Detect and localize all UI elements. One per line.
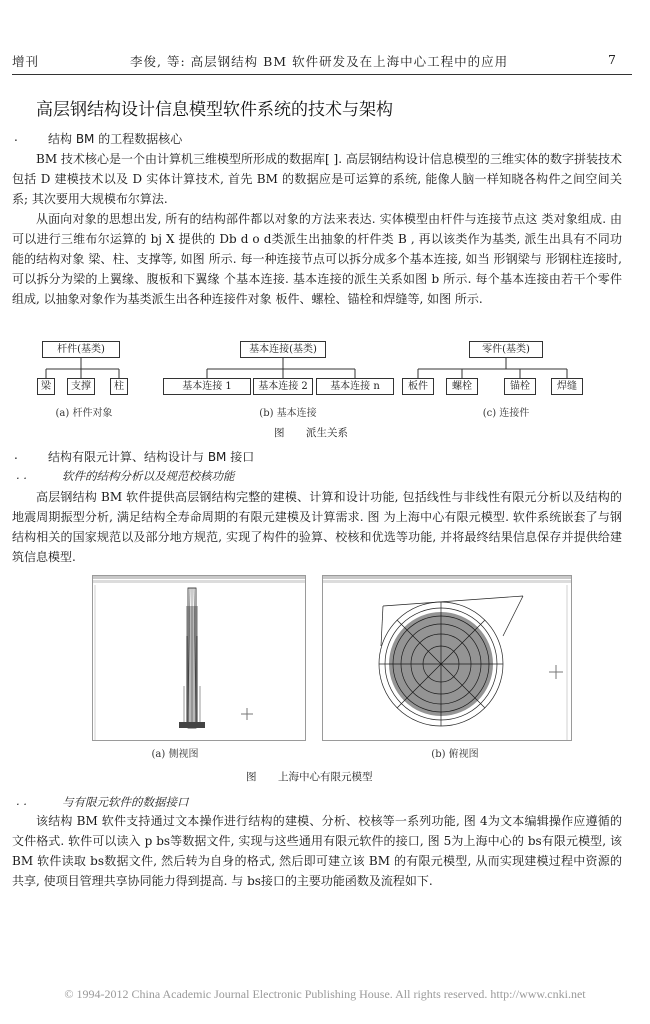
header-rule	[12, 74, 632, 75]
section-title: 高层钢结构设计信息模型软件系统的技术与架构	[36, 100, 393, 120]
subsection-number: .	[14, 130, 18, 144]
subcaption-b: (b) 基本连接	[259, 408, 317, 419]
subsection-title: 结构有限元计算、结构设计与 BM 接口	[48, 450, 255, 464]
top-view-drawing	[323, 576, 571, 740]
paragraph: 高层钢结构 BM 软件提供高层钢结构完整的建模、计算和设计功能, 包括线性与非线性有限元分析以及结构的地震周期振型分析, 满足结构全寿命周期的有限元建模及计算需求. 图 为上海中心有限元模型. 软件系统嵌套了与钢结构相关的国家规范以及部分地方规范, 实现了构件的验算、校核和优选等功能, 并将最终结果信息保存并提供给建筑信息模型.	[12, 490, 622, 564]
fe-model-top-view	[322, 575, 572, 741]
body-text-1	[12, 149, 622, 309]
tree-node-connection-2: 基本连接 2	[253, 378, 313, 395]
tree-node-bolt: 螺栓	[446, 378, 478, 395]
tree-root-member: 杆件(基类)	[42, 341, 120, 358]
tree-node-weld: 焊缝	[551, 378, 583, 395]
subsubsection-number: . .	[16, 468, 27, 482]
fe-model-side-view	[92, 575, 306, 741]
tree-node-connection-1: 基本连接 1	[163, 378, 251, 395]
tree-node-beam: 梁	[37, 378, 55, 395]
subcaption-a: (a) 杆件对象	[55, 408, 113, 419]
paragraph: BM 技术核心是一个由计算机三维模型所形成的数据库[ ]. 高层钢结构设计信息模型的三维实体的数字拼装技术包括 D 建模技术以及 D 实体计算技术, 首先 BM 的数据应是可运算的系统, 能像人脑一样知晓各构件之间空间关系; 其次要用大规模布尔算法.	[12, 152, 622, 206]
tree-node-anchor: 锚栓	[504, 378, 536, 395]
tree-node-brace: 支撑	[67, 378, 95, 395]
subcaption-top: (b) 俯视图	[431, 749, 479, 760]
tree-root-connection: 基本连接(基类)	[240, 341, 326, 358]
journal-issue-label: 增刊	[12, 54, 40, 69]
figure-label: 图	[274, 427, 285, 439]
running-title: 李俊, 等: 高层钢结构 BM 软件研发及在上海中心工程中的应用	[130, 54, 509, 69]
figure-caption: 派生关系	[306, 427, 348, 439]
subsection-number: .	[14, 448, 18, 462]
tree-node-connection-n: 基本连接 n	[316, 378, 394, 395]
subsubsection-number: . .	[16, 794, 27, 808]
copyright-footer: © 1994-2012 China Academic Journal Electronic Publishing House. All rights reserved. http://www.cnki.net	[64, 987, 586, 1001]
subcaption-side: (a) 侧视图	[151, 749, 199, 760]
subsection-title: 结构 BM 的工程数据核心	[48, 132, 183, 146]
tree-root-part: 零件(基类)	[469, 341, 543, 358]
side-view-drawing	[93, 576, 305, 740]
subsubsection-title: 与有限元软件的数据接口	[62, 795, 189, 809]
paragraph: 从面向对象的思想出发, 所有的结构部件都以对象的方法来表达. 实体模型由杆件与连接节点这 类对象组成. 由可以进行三维布尔运算的 bj X 提供的 Db d o d类派生出抽象的杆件类 B , 再以该类作为基类, 派生出具有不同功能的结构对象 梁、柱、支撑等, 如图 所示. 每一种连接节点可以拆分成多个基本连接, 如当 形钢梁与 形钢柱连接时, 可以拆分为梁的上翼缘、腹板和下翼缘 个基本连接. 基本连接的派生关系如图 b 所示. 每个基本连接由若干个零件组成, 以抽象对象作为基类派生出各种连接件对象 板件、螺栓、锚栓和焊缝等, 如图 所示.	[12, 212, 622, 306]
subsubsection-title: 软件的结构分析以及规范校核功能	[62, 469, 235, 483]
page-number: 7	[608, 52, 617, 67]
figure-caption: 上海中心有限元模型	[278, 771, 373, 783]
tree-node-plate: 板件	[402, 378, 434, 395]
tree-node-column: 柱	[110, 378, 128, 395]
paragraph: 该结构 BM 软件支持通过文本操作进行结构的建模、分析、校核等一系列功能, 图 4为文本编辑操作应遵循的文件格式. 软件可以读入 p bs等数据文件, 实现与这些通用有限元软件的接口, 图 5为上海中心的 bs有限元模型, 该 BM 软件读取 bs数据文件, 然后转为自身的格式, 然后即可建立该 BM 的有限元模型, 从而实现建模过程中资源的共享, 使项目管理共享协同能力得到提高. 与 bs接口的主要功能函数及流程如下.	[12, 814, 622, 888]
body-text-2	[12, 487, 622, 567]
subcaption-c: (c) 连接件	[482, 408, 530, 419]
body-text-3	[12, 811, 622, 891]
figure-label: 图	[246, 771, 257, 783]
